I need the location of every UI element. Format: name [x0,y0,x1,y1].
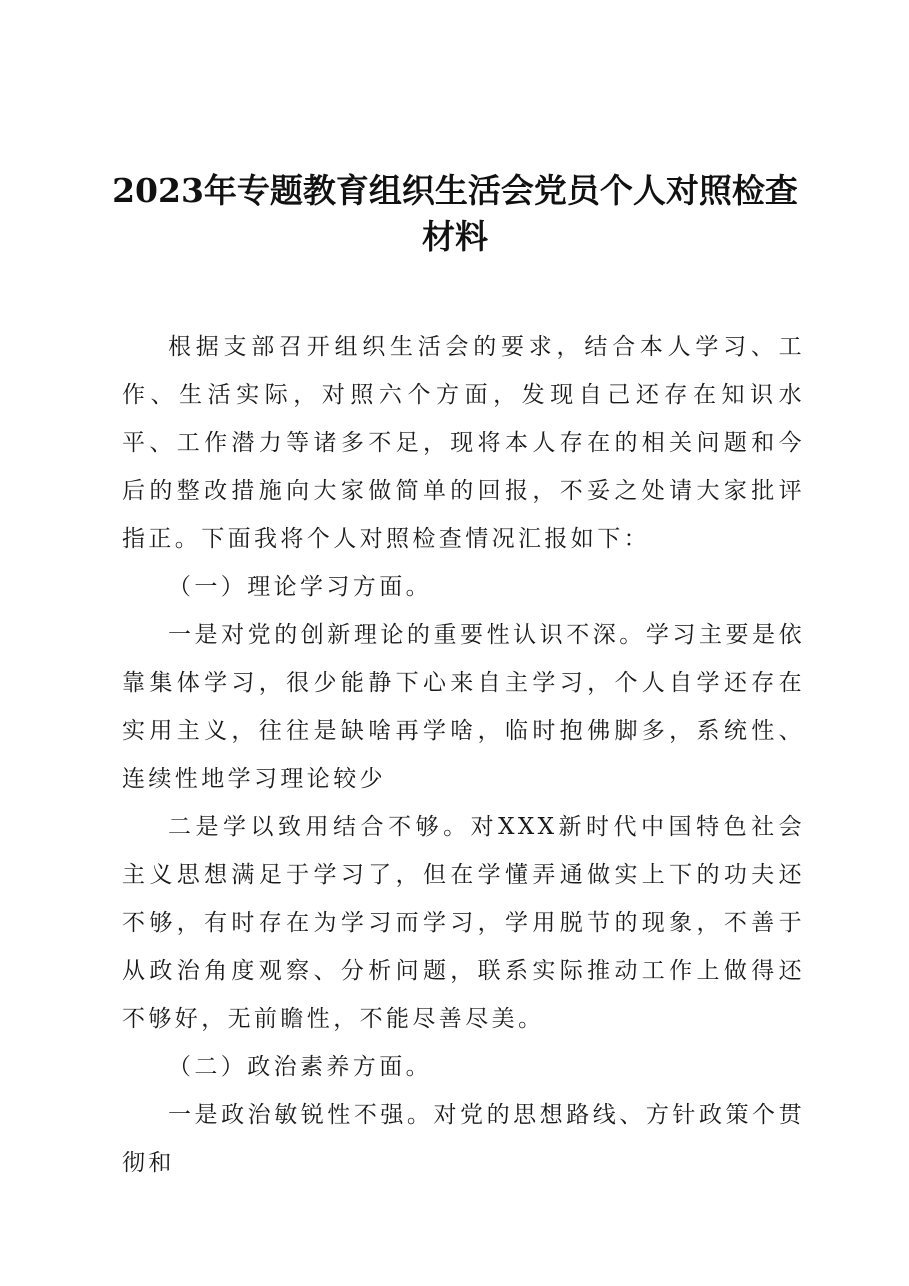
paragraph-political-point-1: 一是政治敏锐性不强。对党的思想路线、方针政策个贯彻和 [122,1102,805,1176]
document-title: 2023年专题教育组织生活会党员个人对照检查材料 [112,171,798,256]
paragraph-theory-point-2: 二是学以致用结合不够。对XXX新时代中国特色社会主义思想满足于学习了，但在学懂弄通做实上下的功夫还不够，有时存在为学习而学习，学用脱节的现象，不善于从政治角度观察、分析问题，联系实际推动工作上做得还不够好，无前瞻性，不能尽善尽美。 [122,814,805,1032]
section-heading-theory-study: （一）理论学习方面。 [168,574,432,600]
paragraph-theory-point-1: 一是对党的创新理论的重要性认识不深。学习主要是依靠集体学习，很少能静下心来自主学习，个人自学还存在实用主义，往往是缺啥再学啥，临时抱佛脚多，系统性、连续性地学习理论较少 [122,622,805,792]
document-body [122,323,805,1187]
paragraph-intro: 根据支部召开组织生活会的要求，结合本人学习、工作、生活实际，对照六个方面，发现自己还存在知识水平、工作潜力等诸多不足，现将本人存在的相关问题和今后的整改措施向大家做简单的回报，不妥之处请大家批评指正。下面我将个人对照检查情况汇报如下： [122,334,805,552]
section-heading-political-quality: （二）政治素养方面。 [168,1054,432,1080]
